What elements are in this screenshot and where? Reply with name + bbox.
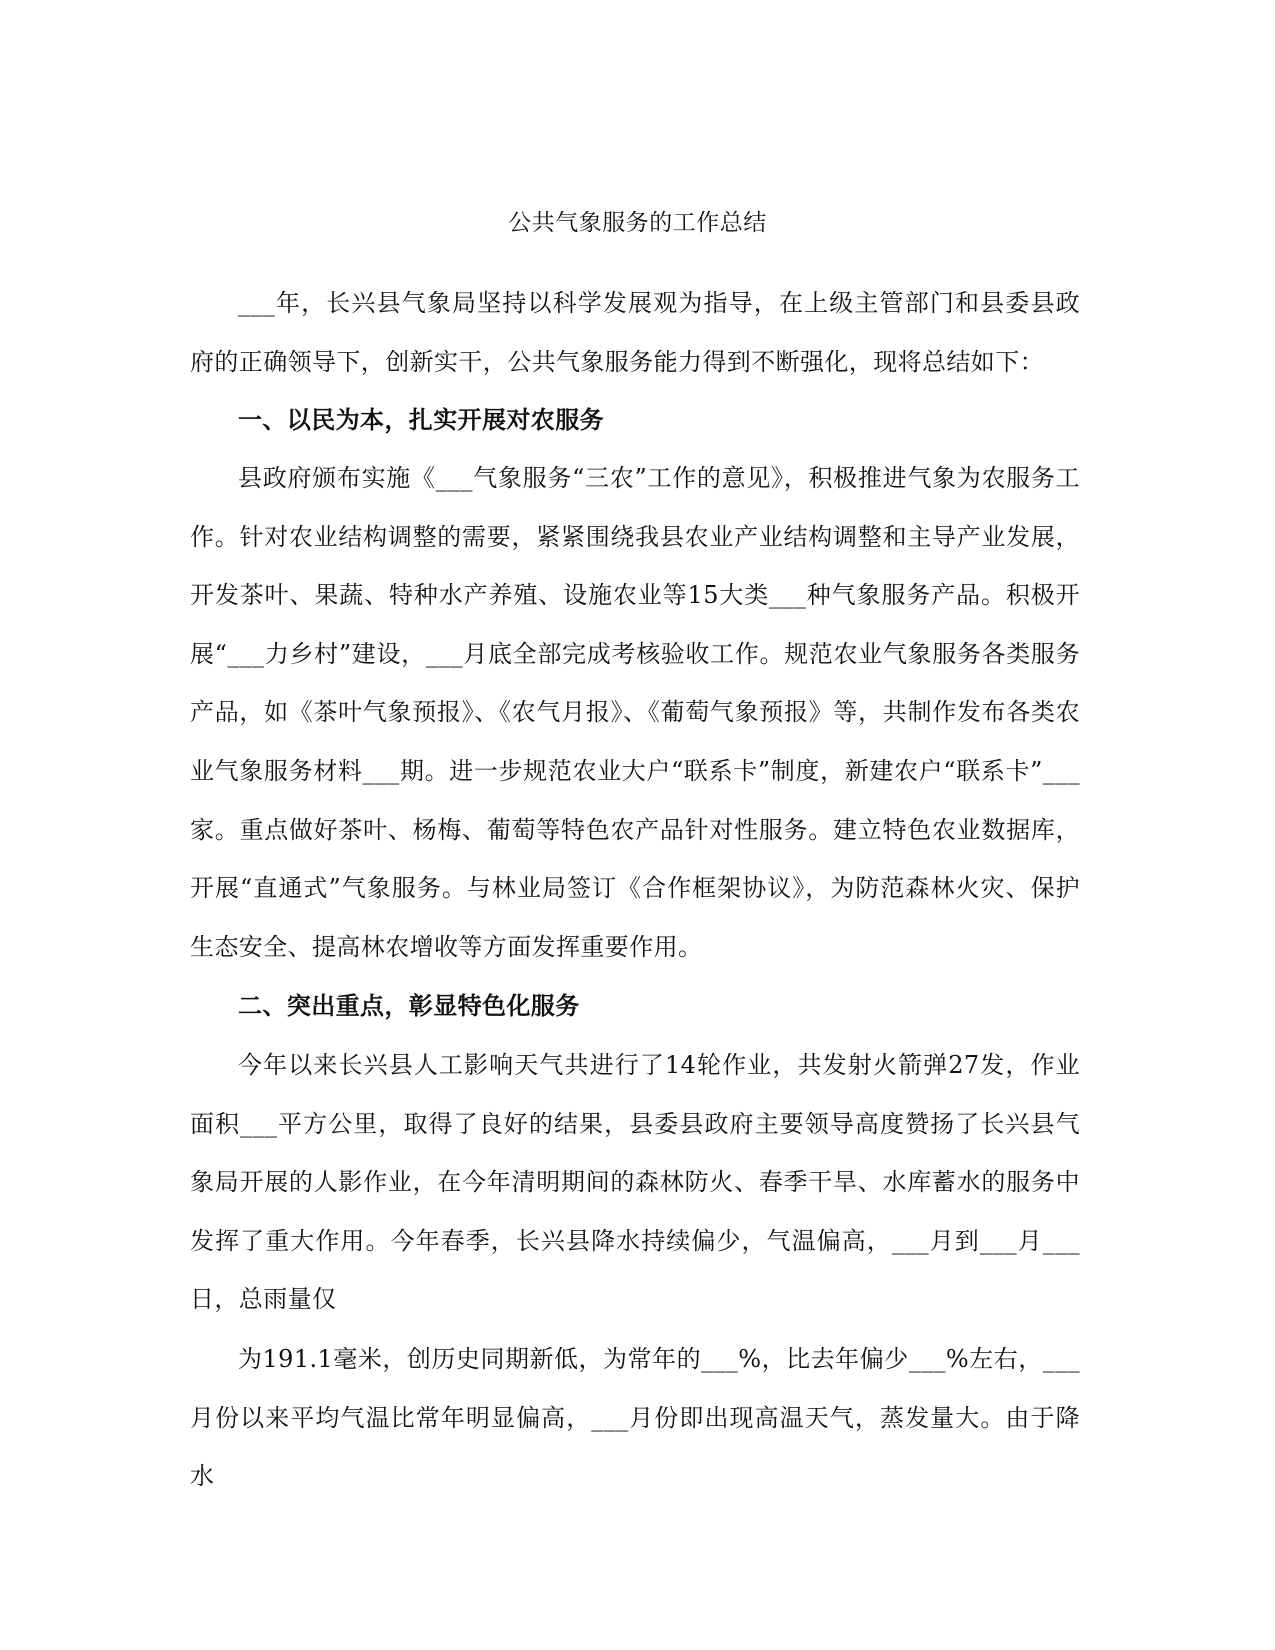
section-2-paragraph-continued: 为191.1毫米，创历史同期新低，为常年的___%，比去年偏少___%左右，___月份以来平均气温比常年明显偏高，___月份即出现高温天气，蒸发量大。由于降水 [190, 1345, 1080, 1491]
section-1-heading: 一、以民为本，扎实开展对农服务 [238, 405, 604, 434]
intro-paragraph: ___年，长兴县气象局坚持以科学发展观为指导，在上级主管部门和县委县政府的正确领导下，创新实干，公共气象服务能力得到不断强化，现将总结如下： [190, 289, 1080, 376]
section-1-paragraph: 县政府颁布实施《___气象服务“三农”工作的意见》，积极推进气象为农服务工作。针对农业结构调整的需要，紧紧围绕我县农业产业结构调整和主导产业发展，开发茶叶、果蔬、特种水产养殖、设施农业等15大类___种气象服务产品。积极开展“___力乡村”建设，___月底全部完成考核验收工作。规范农业气象服务各类服务产品，如《茶叶气象预报》、《农气月报》、《葡萄气象预报》等，共制作发布各类农业气象服务材料___期。进一步规范农业大户“联系卡”制度，新建农户“联系卡”___家。重点做好茶叶、杨梅、葡萄等特色农产品针对性服务。建立特色农业数据库，开展“直通式”气象服务。与林业局签订《合作框架协议》，为防范森林火灾、保护生态安全、提高林农增收等方面发挥重要作用。 [190, 464, 1080, 961]
document-title: 公共气象服务的工作总结 [508, 210, 767, 236]
section-2-heading: 二、突出重点，彰显特色化服务 [238, 991, 580, 1020]
section-2-paragraph: 今年以来长兴县人工影响天气共进行了14轮作业，共发射火箭弹27发，作业面积___平方公里，取得了良好的结果，县委县政府主要领导高度赞扬了长兴县气象局开展的人影作业，在今年清明期间的森林防火、春季干旱、水库蓄水的服务中发挥了重大作用。今年春季，长兴县降水持续偏少，气温偏高，___月到___月___日，总雨量仅 [190, 1051, 1080, 1314]
